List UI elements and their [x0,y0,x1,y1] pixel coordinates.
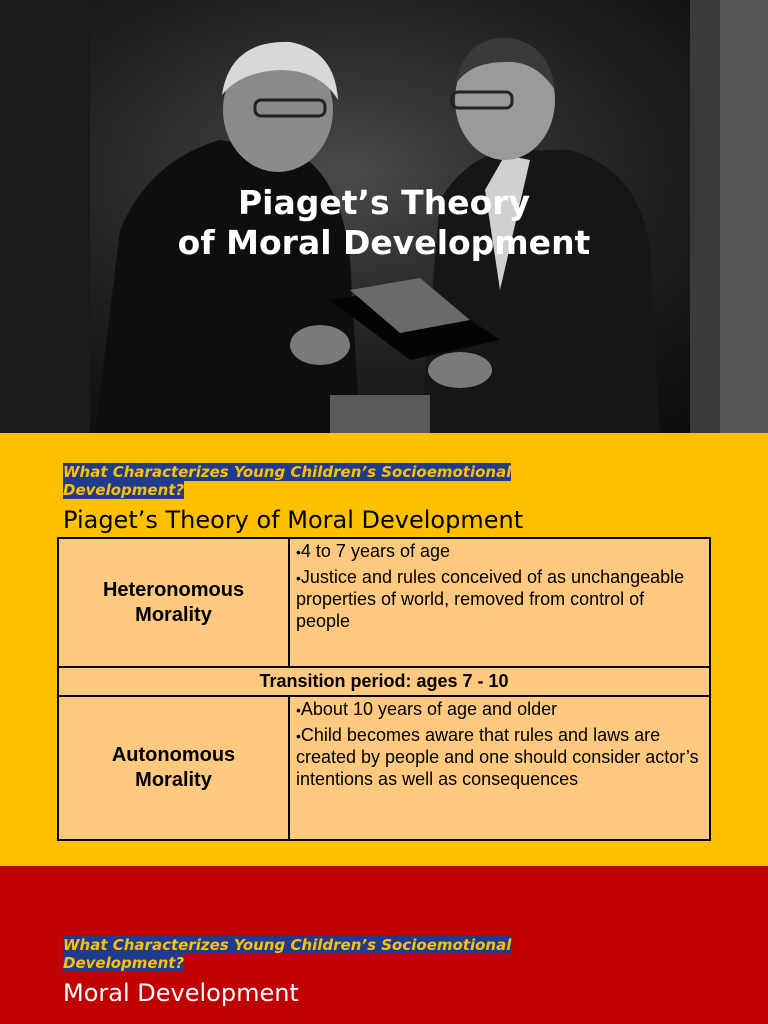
list-item: • About 10 years of age and older [296,699,703,722]
list-item: • Justice and rules conceived of as unchangeable properties of world, removed from control of people [296,567,703,633]
table-row [58,696,710,840]
title-line-2: of Moral Development [177,223,591,262]
stage-label-line-1: Autonomous [111,744,236,766]
kicker-line-1: What Characterizes Young Children’s Socioemotional [63,936,512,954]
kicker-line-1: What Characterizes Young Children’s Socioemotional [63,463,512,481]
transition-period-cell: Transition period: ages 7 - 10 [58,667,710,696]
stage-label-line-2: Morality [135,603,212,626]
slide-kicker [63,936,623,972]
stage-label-line-2: Morality [135,769,212,791]
table-row [58,667,710,696]
stage-label-line-1: Heteronomous [102,578,245,601]
slide-title [0,183,768,263]
title-line-1: Piaget’s Theory [237,183,531,222]
list-item: • 4 to 7 years of age [296,541,703,564]
kicker-line-2: Development? [63,954,185,972]
title-slide [0,0,768,433]
slide-kicker [63,463,623,499]
slide-heading: Piaget’s Theory of Moral Development [63,506,524,534]
table-row [58,538,710,667]
slide-heading: Moral Development [63,979,299,1007]
description-cell [289,538,710,667]
moral-development-table [57,537,711,841]
stage-cell-autonomous [58,696,289,840]
red-slide [0,866,768,1024]
description-cell [289,696,710,840]
table-slide [0,433,768,866]
kicker-line-2: Development? [63,481,185,499]
list-item: • Child becomes aware that rules and laws are created by people and one should consider actor’s intentions as well as consequences [296,725,703,791]
stage-cell-heteronomous [58,538,289,667]
